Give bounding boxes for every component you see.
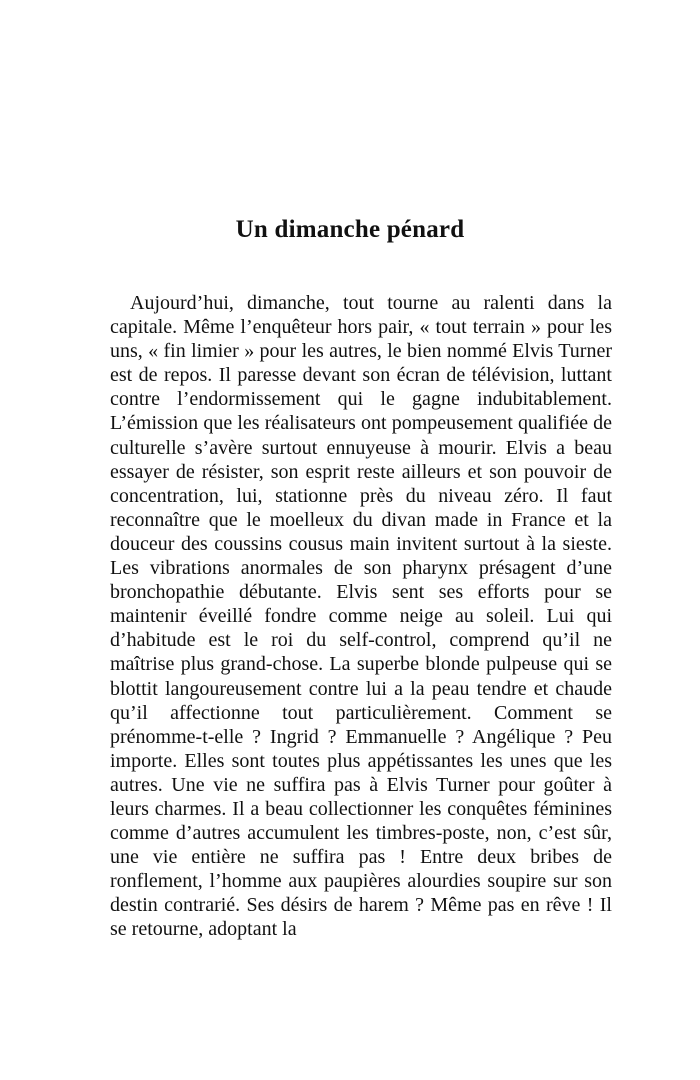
chapter-title: Un dimanche pénard bbox=[235, 216, 465, 243]
body-paragraph: Aujourd’hui, dimanche, tout tourne au ralenti dans la capitale. Même l’enquêteur hors pair, « tout terrain » pour les uns, « fin limier » pour les autres, le bien nommé Elvis Turner est de repos. Il paresse devant son écran de télévision, luttant contre l’endormissement qui le gagne indubitablement. L’émission que les réalisateurs ont pompeusement qualifiée de culturelle s’avère surtout ennuyeuse à mourir. Elvis a beau essayer de résister, son esprit reste ailleurs et son pouvoir de concentration, lui, stationne près du niveau zéro. Il faut reconnaître que le moelleux du divan made in France et la douceur des coussins cousus main invitent surtout à la sieste. Les vibrations anormales de son pharynx présagent d’une bronchopathie débutante. Elvis sent ses efforts pour se maintenir éveillé fondre comme neige au soleil. Lui qui d’habitude est le roi du self-control, comprend qu’il ne maîtrise plus grand-chose. La superbe blonde pulpeuse qui se blottit langoureusement contre lui a la peau tendre et chaude qu’il affectionne tout particulièrement. Comment se prénomme-t-elle ? Ingrid ? Emmanuelle ? Angélique ? Peu importe. Elles sont toutes plus appétissantes les unes que les autres. Une vie ne suffira pas à Elvis Turner pour goûter à leurs charmes. Il a beau collectionner les conquêtes féminines comme d’autres accumulent les timbres-poste, non, c’est sûr, une vie entière ne suffira pas ! Entre deux bribes de ronflement, l’homme aux paupières alourdies soupire sur son destin contrarié. Ses désirs de harem ? Même pas en rêve ! Il se retourne, adoptant la bbox=[110, 292, 612, 941]
